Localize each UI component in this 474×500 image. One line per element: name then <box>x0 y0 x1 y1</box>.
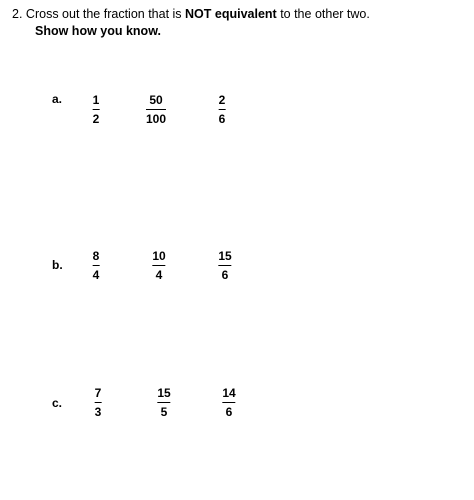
numerator: 2 <box>218 93 226 107</box>
item-c-label: c. <box>52 396 63 410</box>
denominator: 4 <box>92 268 100 282</box>
fraction-bar <box>219 109 226 110</box>
numerator: 15 <box>157 386 171 400</box>
fraction-bar <box>95 402 102 403</box>
item-a-fraction-3[interactable] <box>219 94 226 126</box>
item-b-fraction-3[interactable] <box>218 250 231 282</box>
item-c-fraction-1[interactable] <box>95 387 102 419</box>
denominator: 6 <box>221 268 229 282</box>
numerator: 15 <box>218 249 232 263</box>
instruction-text-end: to the other two. <box>276 7 370 21</box>
item-b-fraction-2[interactable] <box>152 250 165 282</box>
denominator: 2 <box>92 112 100 126</box>
instruction-line-1 <box>12 6 370 23</box>
denominator: 3 <box>94 405 102 419</box>
numerator: 14 <box>222 386 236 400</box>
numerator: 50 <box>149 93 163 107</box>
fraction-bar <box>218 265 231 266</box>
fraction-bar <box>93 265 100 266</box>
item-c-fraction-3[interactable] <box>222 387 235 419</box>
denominator: 6 <box>218 112 226 126</box>
fraction-bar <box>157 402 170 403</box>
item-a-label: a. <box>52 92 63 106</box>
item-a-fraction-1[interactable] <box>93 94 100 126</box>
instruction-line-2: Show how you know. <box>35 24 161 38</box>
numerator: 1 <box>92 93 100 107</box>
question-number: 2. <box>12 7 23 21</box>
item-a-fraction-2[interactable] <box>146 94 166 126</box>
denominator: 5 <box>160 405 168 419</box>
numerator: 8 <box>92 249 100 263</box>
fraction-bar <box>222 402 235 403</box>
fraction-bar <box>152 265 165 266</box>
instruction-text: Cross out the fraction that is <box>25 7 186 21</box>
fraction-bar <box>93 109 100 110</box>
item-c-fraction-2[interactable] <box>157 387 170 419</box>
fraction-bar <box>146 109 166 110</box>
denominator: 4 <box>155 268 163 282</box>
numerator: 7 <box>94 386 102 400</box>
instructions <box>12 6 370 40</box>
item-b-label: b. <box>52 258 63 272</box>
denominator: 6 <box>225 405 233 419</box>
instruction-emphasis: NOT equivalent <box>185 7 277 21</box>
numerator: 10 <box>152 249 166 263</box>
item-b-fraction-1[interactable] <box>93 250 100 282</box>
denominator: 100 <box>145 112 167 126</box>
